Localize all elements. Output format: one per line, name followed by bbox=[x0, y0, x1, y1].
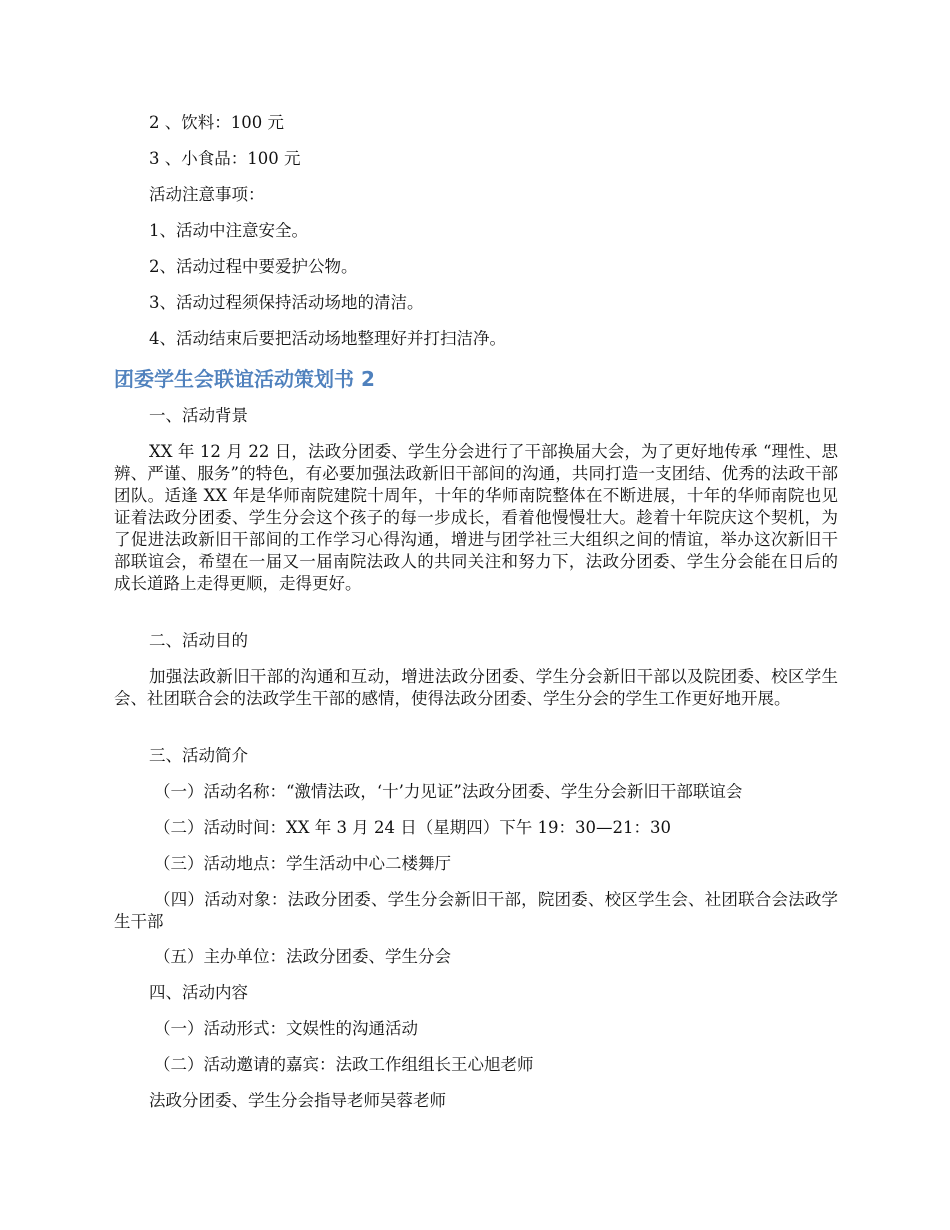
item-activity-place: （三）活动地点：学生活动中心二楼舞厅 bbox=[154, 854, 451, 873]
budget-item-drinks: 2 、饮料：100 元 bbox=[149, 113, 284, 132]
item-activity-target: （四）活动对象：法政分团委、学生分会新旧干部，院团委、校区学生会、社团联合会法政学生干部 bbox=[114, 890, 838, 931]
section1-body: XX 年 12 月 22 日，法政分团委、学生分会进行了干部换届大会，为了更好地传承 “理性、思辨、严谨、服务”的特色，有必要加强法政新旧干部间的沟通，共同打造一支团结、优秀的法政干部团队。适逢 XX 年是华师南院建院十周年，十年的华师南院整体在不断进展，十年的华师南院也见证着法政分团委、学生分会这个孩子的每一步成长，看着他慢慢壮大。趁着十年院庆这个契机，为了促进法政新旧干部间的工作学习心得沟通，增进与团学社三大组织之间的情谊，举办这次新旧干部联谊会，希望在一届又一届南院法政人的共同关注和努力下，法政分团委、学生分会能在日后的成长道路上走得更顺，走得更好。 bbox=[114, 442, 838, 593]
item-activity-form: （一）活动形式：文娱性的沟通活动 bbox=[154, 1019, 418, 1038]
section2-body: 加强法政新旧干部的沟通和互动，增进法政分团委、学生分会新旧干部以及院团委、校区学生会、社团联合会的法政学生干部的感情，使得法政分团委、学生分会的学生工作更好地开展。 bbox=[114, 667, 838, 708]
note-item-4: 4、活动结束后要把活动场地整理好并打扫洁净。 bbox=[149, 329, 506, 348]
section3-title: 三、活动简介 bbox=[149, 746, 248, 765]
note-item-3: 3、活动过程须保持活动场地的清洁。 bbox=[149, 293, 424, 312]
section2-title: 二、活动目的 bbox=[149, 631, 248, 650]
note-item-2: 2、活动过程中要爱护公物。 bbox=[149, 257, 358, 276]
section-heading: 团委学生会联谊活动策划书 2 bbox=[114, 367, 375, 391]
notes-title: 活动注意事项： bbox=[149, 185, 265, 204]
item-guests-continued: 法政分团委、学生分会指导老师吴蓉老师 bbox=[149, 1091, 446, 1110]
item-activity-name: （一）活动名称：“激情法政，‘十’力见证”法政分团委、学生分会新旧干部联谊会 bbox=[154, 782, 743, 801]
budget-item-snacks: 3 、小食品：100 元 bbox=[149, 149, 301, 168]
item-activity-host: （五）主办单位：法政分团委、学生分会 bbox=[154, 947, 451, 966]
item-guests: （二）活动邀请的嘉宾：法政工作组组长王心旭老师 bbox=[154, 1055, 534, 1074]
note-item-1: 1、活动中注意安全。 bbox=[149, 221, 308, 240]
item-activity-time: （二）活动时间：XX 年 3 月 24 日（星期四）下午 19：30—21：30 bbox=[154, 818, 671, 837]
section1-title: 一、活动背景 bbox=[149, 406, 248, 425]
section4-title: 四、活动内容 bbox=[149, 983, 248, 1002]
